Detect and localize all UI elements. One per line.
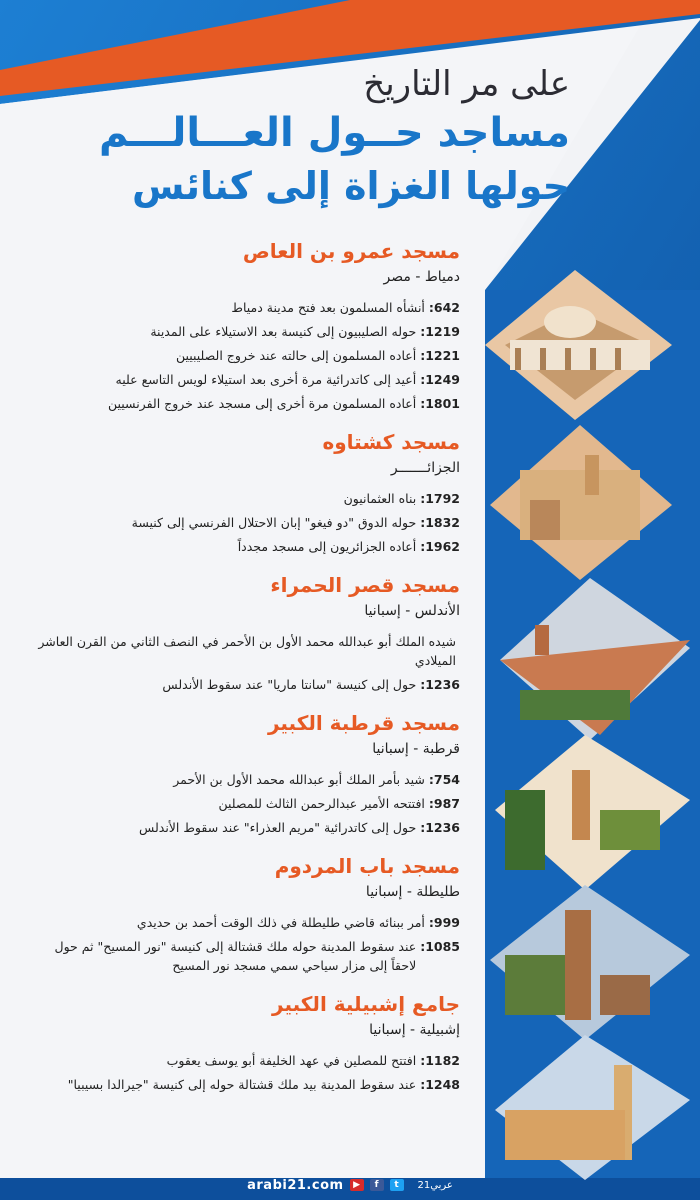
section-title: مسجد عمرو بن العاص — [242, 239, 460, 263]
event-text: شيد بأمر الملك أبو عبدالله محمد الأول بن الأحمر — [173, 772, 425, 787]
event-row — [30, 675, 460, 694]
section-location: الجزائـــــــر — [390, 460, 460, 476]
event-row — [30, 346, 460, 365]
brand-logo: عربي21 — [417, 1179, 453, 1191]
event-row — [30, 322, 460, 341]
event-text: أعاده الجزائريون إلى مسجد مجدداً — [237, 539, 417, 554]
footer — [0, 1174, 700, 1196]
event-row — [30, 937, 460, 975]
twitter-icon[interactable]: t — [390, 1179, 404, 1191]
event-year: 1219: — [420, 324, 460, 339]
event-text: أعيد إلى كاتدرائية مرة أخرى بعد استيلاء لويس التاسع عليه — [115, 372, 417, 387]
event-row — [30, 1051, 460, 1070]
event-text: حول إلى كنيسة "سانتا ماريا" عند سقوط الأندلس — [162, 677, 417, 692]
section-location: طليطلة - إسبانيا — [365, 884, 460, 900]
section-title: مسجد كشتاوه — [322, 430, 460, 454]
event-row — [30, 632, 460, 670]
event-row — [30, 913, 460, 932]
section-title: جامع إشبيلية الكبير — [272, 992, 460, 1016]
event-text: بناه العثمانيون — [343, 491, 417, 506]
event-text: أمر ببنائه قاضي طليطلة في ذلك الوقت أحمد بن حديدي — [136, 915, 425, 930]
event-row — [30, 770, 460, 789]
event-text: حول إلى كاتدرائية "مريم العذراء" عند سقوط الأندلس — [139, 820, 417, 835]
section-amr-ibn-al-aas — [30, 236, 460, 413]
section-cordoba — [30, 708, 460, 837]
event-year: 642: — [428, 300, 460, 315]
event-year: 999: — [428, 915, 460, 930]
section-title: مسجد قرطبة الكبير — [267, 711, 460, 735]
youtube-icon[interactable]: ▶ — [350, 1179, 364, 1191]
event-year: 1792: — [420, 491, 460, 506]
event-year: 754: — [428, 772, 460, 787]
section-location: الأندلس - إسبانيا — [364, 603, 460, 619]
event-text: افتتحه الأمير عبدالرحمن الثالث للمصلين — [218, 796, 425, 811]
section-location: إشبيلية - إسبانيا — [369, 1022, 460, 1038]
event-row — [30, 370, 460, 389]
event-text: شيده الملك أبو عبدالله محمد الأول بن الأحمر في النصف الثاني من القرن العاشر الميلادي — [38, 634, 456, 668]
header — [50, 62, 570, 212]
event-year: 1236: — [420, 677, 460, 692]
event-text: أنشأه المسلمون بعد فتح مدينة دمياط — [231, 300, 425, 315]
event-year: 987: — [428, 796, 460, 811]
event-text: عند سقوط المدينة بيد ملك قشتالة حوله إلى كنيسة "جيرالدا بسيبيا" — [67, 1077, 417, 1092]
event-text: عند سقوط المدينة حوله ملك قشتالة إلى كنيسة "نور المسيح" ثم حول لاحقاً إلى مزار سياحي سمي مسجد نور المسيح — [54, 939, 417, 973]
facebook-icon[interactable]: f — [370, 1179, 384, 1191]
event-year: 1182: — [420, 1053, 460, 1068]
event-text: حوله الدوق "دو فيغو" إبان الاحتلال الفرنسي إلى كنيسة — [131, 515, 417, 530]
event-row — [30, 489, 460, 508]
section-ketchaoua — [30, 427, 460, 556]
section-location: دمياط - مصر — [383, 269, 460, 285]
event-text: أعاده المسلمون إلى حالته عند خروج الصليبيين — [175, 348, 417, 363]
page-subtitle: حولها الغزاة إلى كنائس — [132, 164, 570, 208]
event-year: 1962: — [420, 539, 460, 554]
event-text: أعاده المسلمون مرة أخرى إلى مسجد عند خروج الفرنسيين — [107, 396, 417, 411]
event-year: 1236: — [420, 820, 460, 835]
event-row — [30, 1075, 460, 1094]
event-year: 1221: — [420, 348, 460, 363]
event-year: 1248: — [420, 1077, 460, 1092]
event-text: حوله الصليبيون إلى كنيسة بعد الاستيلاء على المدينة — [150, 324, 417, 339]
event-year: 1832: — [420, 515, 460, 530]
section-bab-al-mardum — [30, 851, 460, 975]
section-seville — [30, 989, 460, 1094]
event-row — [30, 298, 460, 317]
event-row — [30, 513, 460, 532]
header-kicker: على مر التاريخ — [363, 64, 570, 104]
content — [30, 236, 460, 1108]
page-title: مساجد حــول العـــالـــم — [99, 110, 570, 156]
event-year: 1085: — [420, 939, 460, 954]
site-url[interactable]: arabi21.com — [247, 1177, 344, 1193]
section-title: مسجد باب المردوم — [274, 854, 460, 878]
section-title: مسجد قصر الحمراء — [270, 573, 460, 597]
event-year: 1801: — [420, 396, 460, 411]
section-location: قرطبة - إسبانيا — [372, 741, 460, 757]
event-row — [30, 537, 460, 556]
event-year: 1249: — [420, 372, 460, 387]
event-row — [30, 818, 460, 837]
event-row — [30, 394, 460, 413]
event-text: افتتح للمصلين في عهد الخليفة أبو يوسف يعقوب — [166, 1053, 417, 1068]
event-row — [30, 794, 460, 813]
section-alhambra — [30, 570, 460, 694]
